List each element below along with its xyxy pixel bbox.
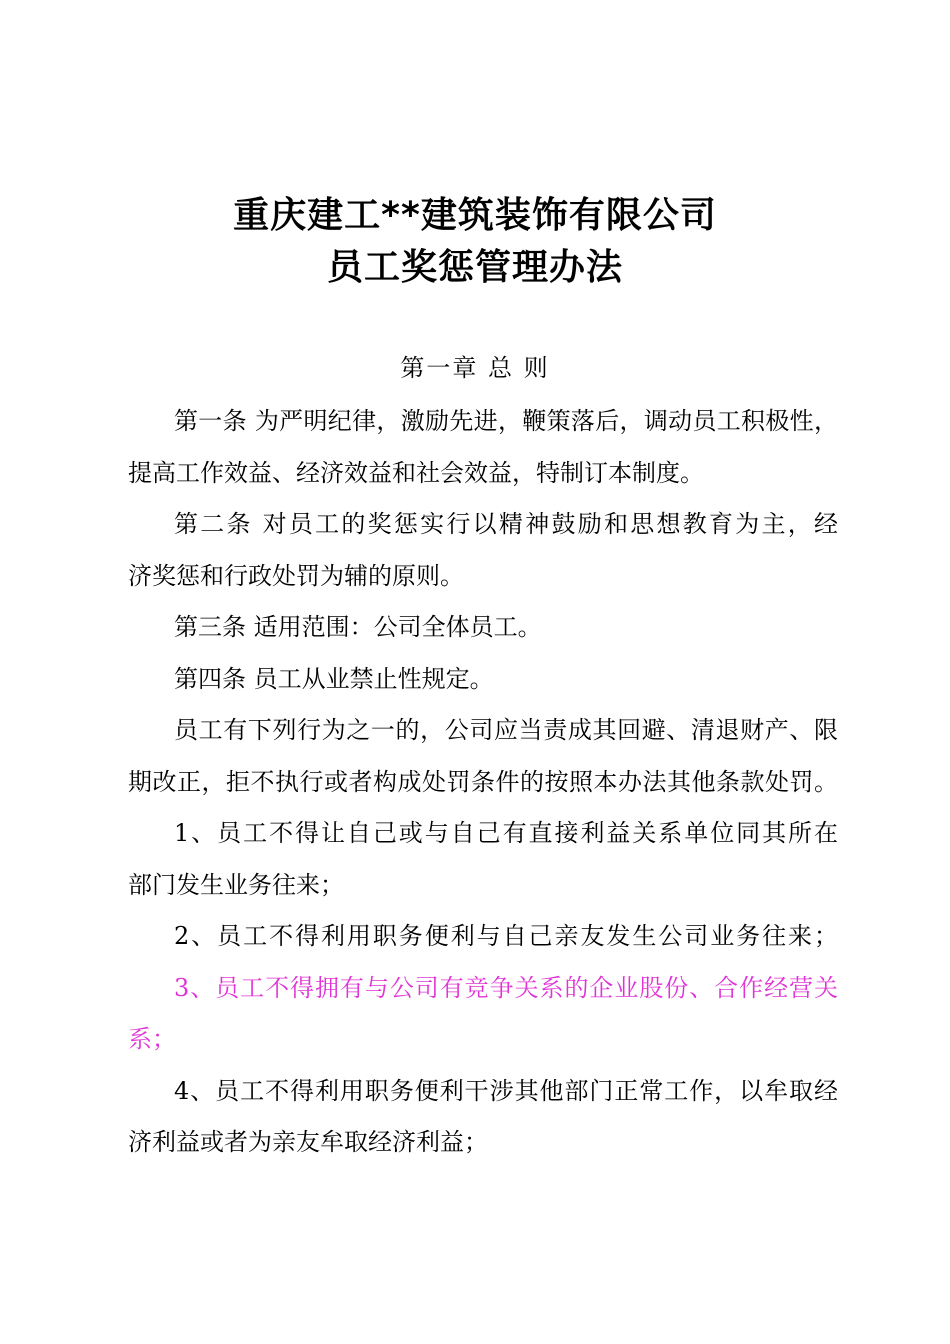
item-1-line-1: 1、员工不得让自己或与自己有直接利益关系单位同其所在 bbox=[174, 819, 838, 847]
article-3-line: 第三条 适用范围：公司全体员工。 bbox=[174, 613, 542, 641]
item-1-line-2: 部门发生业务往来； bbox=[128, 871, 344, 899]
item-3-line-1: 3、员工不得拥有与公司有竞争关系的企业股份、合作经营关 bbox=[174, 974, 838, 1002]
item-4-line-1: 4、员工不得利用职务便利干涉其他部门正常工作，以牟取经 bbox=[174, 1077, 838, 1105]
item-2-line: 2、员工不得利用职务便利与自己亲友发生公司业务往来； bbox=[174, 922, 838, 950]
document-title-company: 重庆建工**建筑装饰有限公司 bbox=[233, 195, 717, 236]
item-4-line-2: 济利益或者为亲友牟取经济利益； bbox=[128, 1128, 488, 1156]
paragraph-intro-line-2: 期改正，拒不执行或者构成处罚条件的按照本办法其他条款处罚。 bbox=[128, 768, 838, 796]
article-1-line-1: 第一条 为严明纪律，激励先进，鞭策落后，调动员工积极性， bbox=[174, 407, 838, 435]
paragraph-intro-line-1: 员工有下列行为之一的，公司应当责成其回避、清退财产、限 bbox=[174, 716, 838, 744]
article-1-line-2: 提高工作效益、经济效益和社会效益，特制订本制度。 bbox=[128, 459, 704, 487]
chapter-heading: 第一章 总 则 bbox=[400, 354, 550, 382]
item-3-line-2: 系； bbox=[128, 1025, 176, 1053]
article-2-line-1: 第二条 对员工的奖惩实行以精神鼓励和思想教育为主，经 bbox=[174, 510, 838, 538]
article-2-line-2: 济奖惩和行政处罚为辅的原则。 bbox=[128, 562, 464, 590]
article-4-line: 第四条 员工从业禁止性规定。 bbox=[174, 665, 494, 693]
document-title-policy: 员工奖惩管理办法 bbox=[326, 247, 623, 288]
